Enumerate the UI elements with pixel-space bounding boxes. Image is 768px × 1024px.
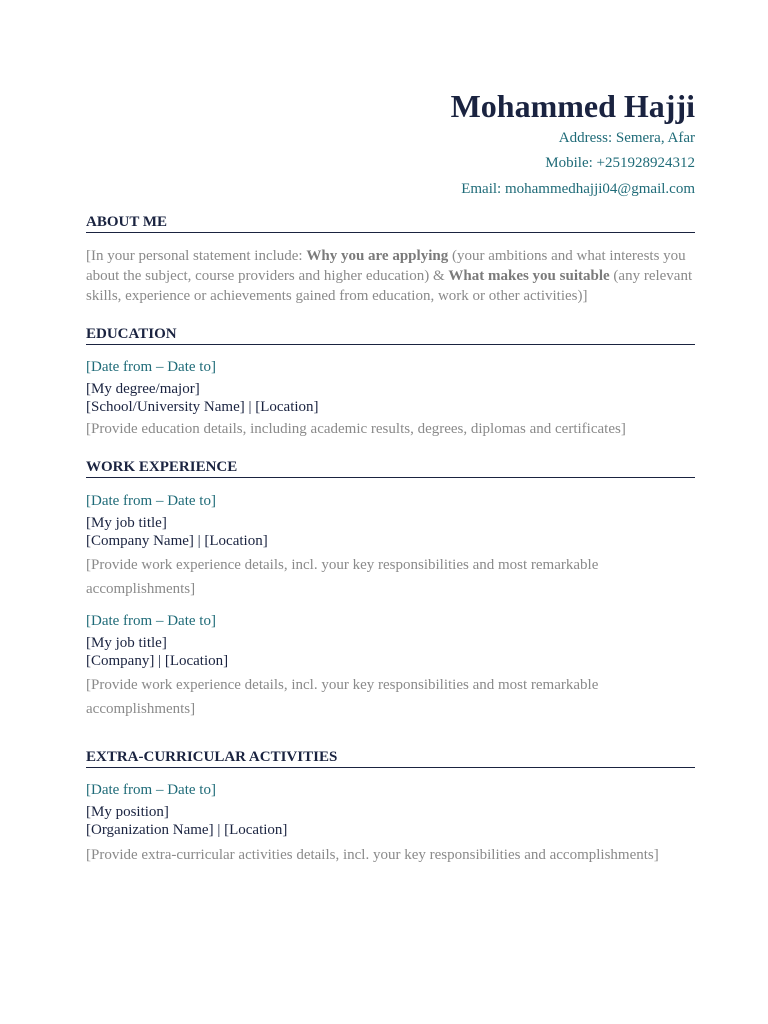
work-details: [Provide work experience details, incl. your key responsibilities and most remarkable accomplishments] (86, 677, 599, 717)
extra-details: [Provide extra-curricular activities details, incl. your key responsibilities and accomplishments] (86, 847, 659, 863)
work-date: [Date from – Date to] (86, 493, 216, 509)
mobile-line: Mobile: +251928924312 (545, 155, 695, 171)
about-text-part: (your ambitions and what interests you about the subject, course providers and higher education) & (86, 248, 686, 284)
education-details: [Provide education details, including academic results, degrees, diplomas and certificates] (86, 421, 626, 437)
extra-title: EXTRA-CURRICULAR ACTIVITIES (86, 748, 695, 768)
work-details: [Provide work experience details, incl. your key responsibilities and most remarkable accomplishments] (86, 557, 599, 597)
address-line: Address: Semera, Afar (558, 130, 695, 146)
education-title: EDUCATION (86, 325, 695, 345)
work-company: [Company] | [Location] (86, 653, 229, 669)
about-section (86, 213, 695, 306)
resume-page (86, 0, 695, 863)
about-text (86, 246, 695, 306)
work-company: [Company Name] | [Location] (86, 533, 268, 549)
extra-date: [Date from – Date to] (86, 782, 216, 798)
work-job-title: [My job title] (86, 635, 167, 651)
work-title: WORK EXPERIENCE (86, 458, 695, 478)
education-date: [Date from – Date to] (86, 359, 216, 375)
work-item (86, 491, 695, 601)
about-text-part: [In your personal statement include: (86, 248, 307, 264)
work-section (86, 458, 695, 721)
resume-header (86, 0, 695, 202)
extra-section (86, 748, 695, 867)
education-degree: [My degree/major] (86, 381, 200, 397)
education-section (86, 325, 695, 441)
education-school: [School/University Name] | [Location] (86, 399, 319, 415)
about-bold-what: What makes you suitable (448, 268, 610, 284)
email-line: Email: mohammedhajji04@gmail.com (461, 181, 695, 197)
candidate-name: Mohammed Hajji (450, 88, 695, 124)
about-text-part: (any relevant skills, experience or achievements gained from education, work or other activities)] (86, 268, 693, 304)
work-item (86, 611, 695, 721)
about-bold-why: Why you are applying (306, 248, 449, 264)
extra-organization: [Organization Name] | [Location] (86, 822, 288, 838)
work-job-title: [My job title] (86, 515, 167, 531)
extra-position: [My position] (86, 804, 169, 820)
about-title: ABOUT ME (86, 213, 695, 233)
work-date: [Date from – Date to] (86, 613, 216, 629)
